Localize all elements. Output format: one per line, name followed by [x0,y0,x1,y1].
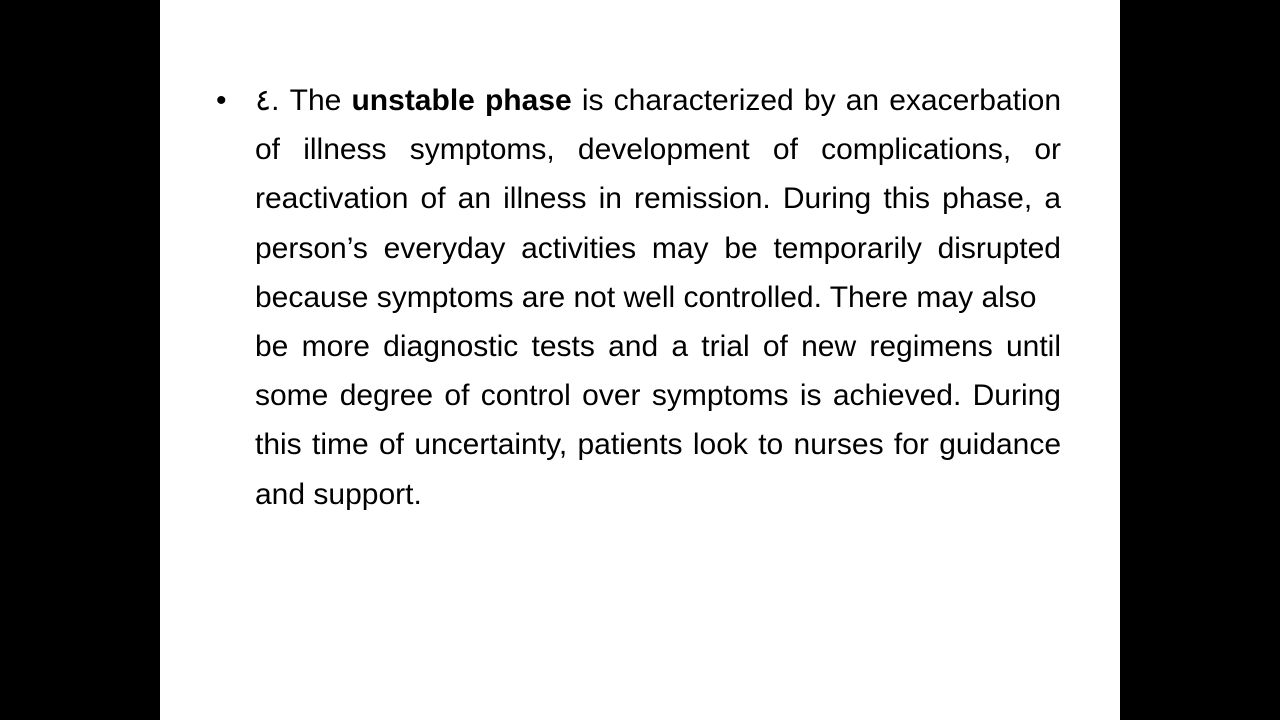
slide [160,0,1120,720]
lead-word: The [289,84,342,117]
bullet-marker: • [216,84,227,117]
key-term: unstable phase [351,84,572,117]
bullet-paragraph [255,76,1061,519]
item-number: ٤. [255,84,280,117]
body-text-2: be more diagnostic tests and a trial of new regimens until some degree of control over symptoms is achieved. During this time of uncertainty, patients look to nurses for guidance and support. [255,330,1061,511]
body-text-1: is characterized by an exacerbation of illness symptoms, development of complications, or reactivation of an illness in remission. During this phase, a person’s everyday activities may be temporarily disrupted because symptoms are not well controlled. There may also [255,84,1061,314]
